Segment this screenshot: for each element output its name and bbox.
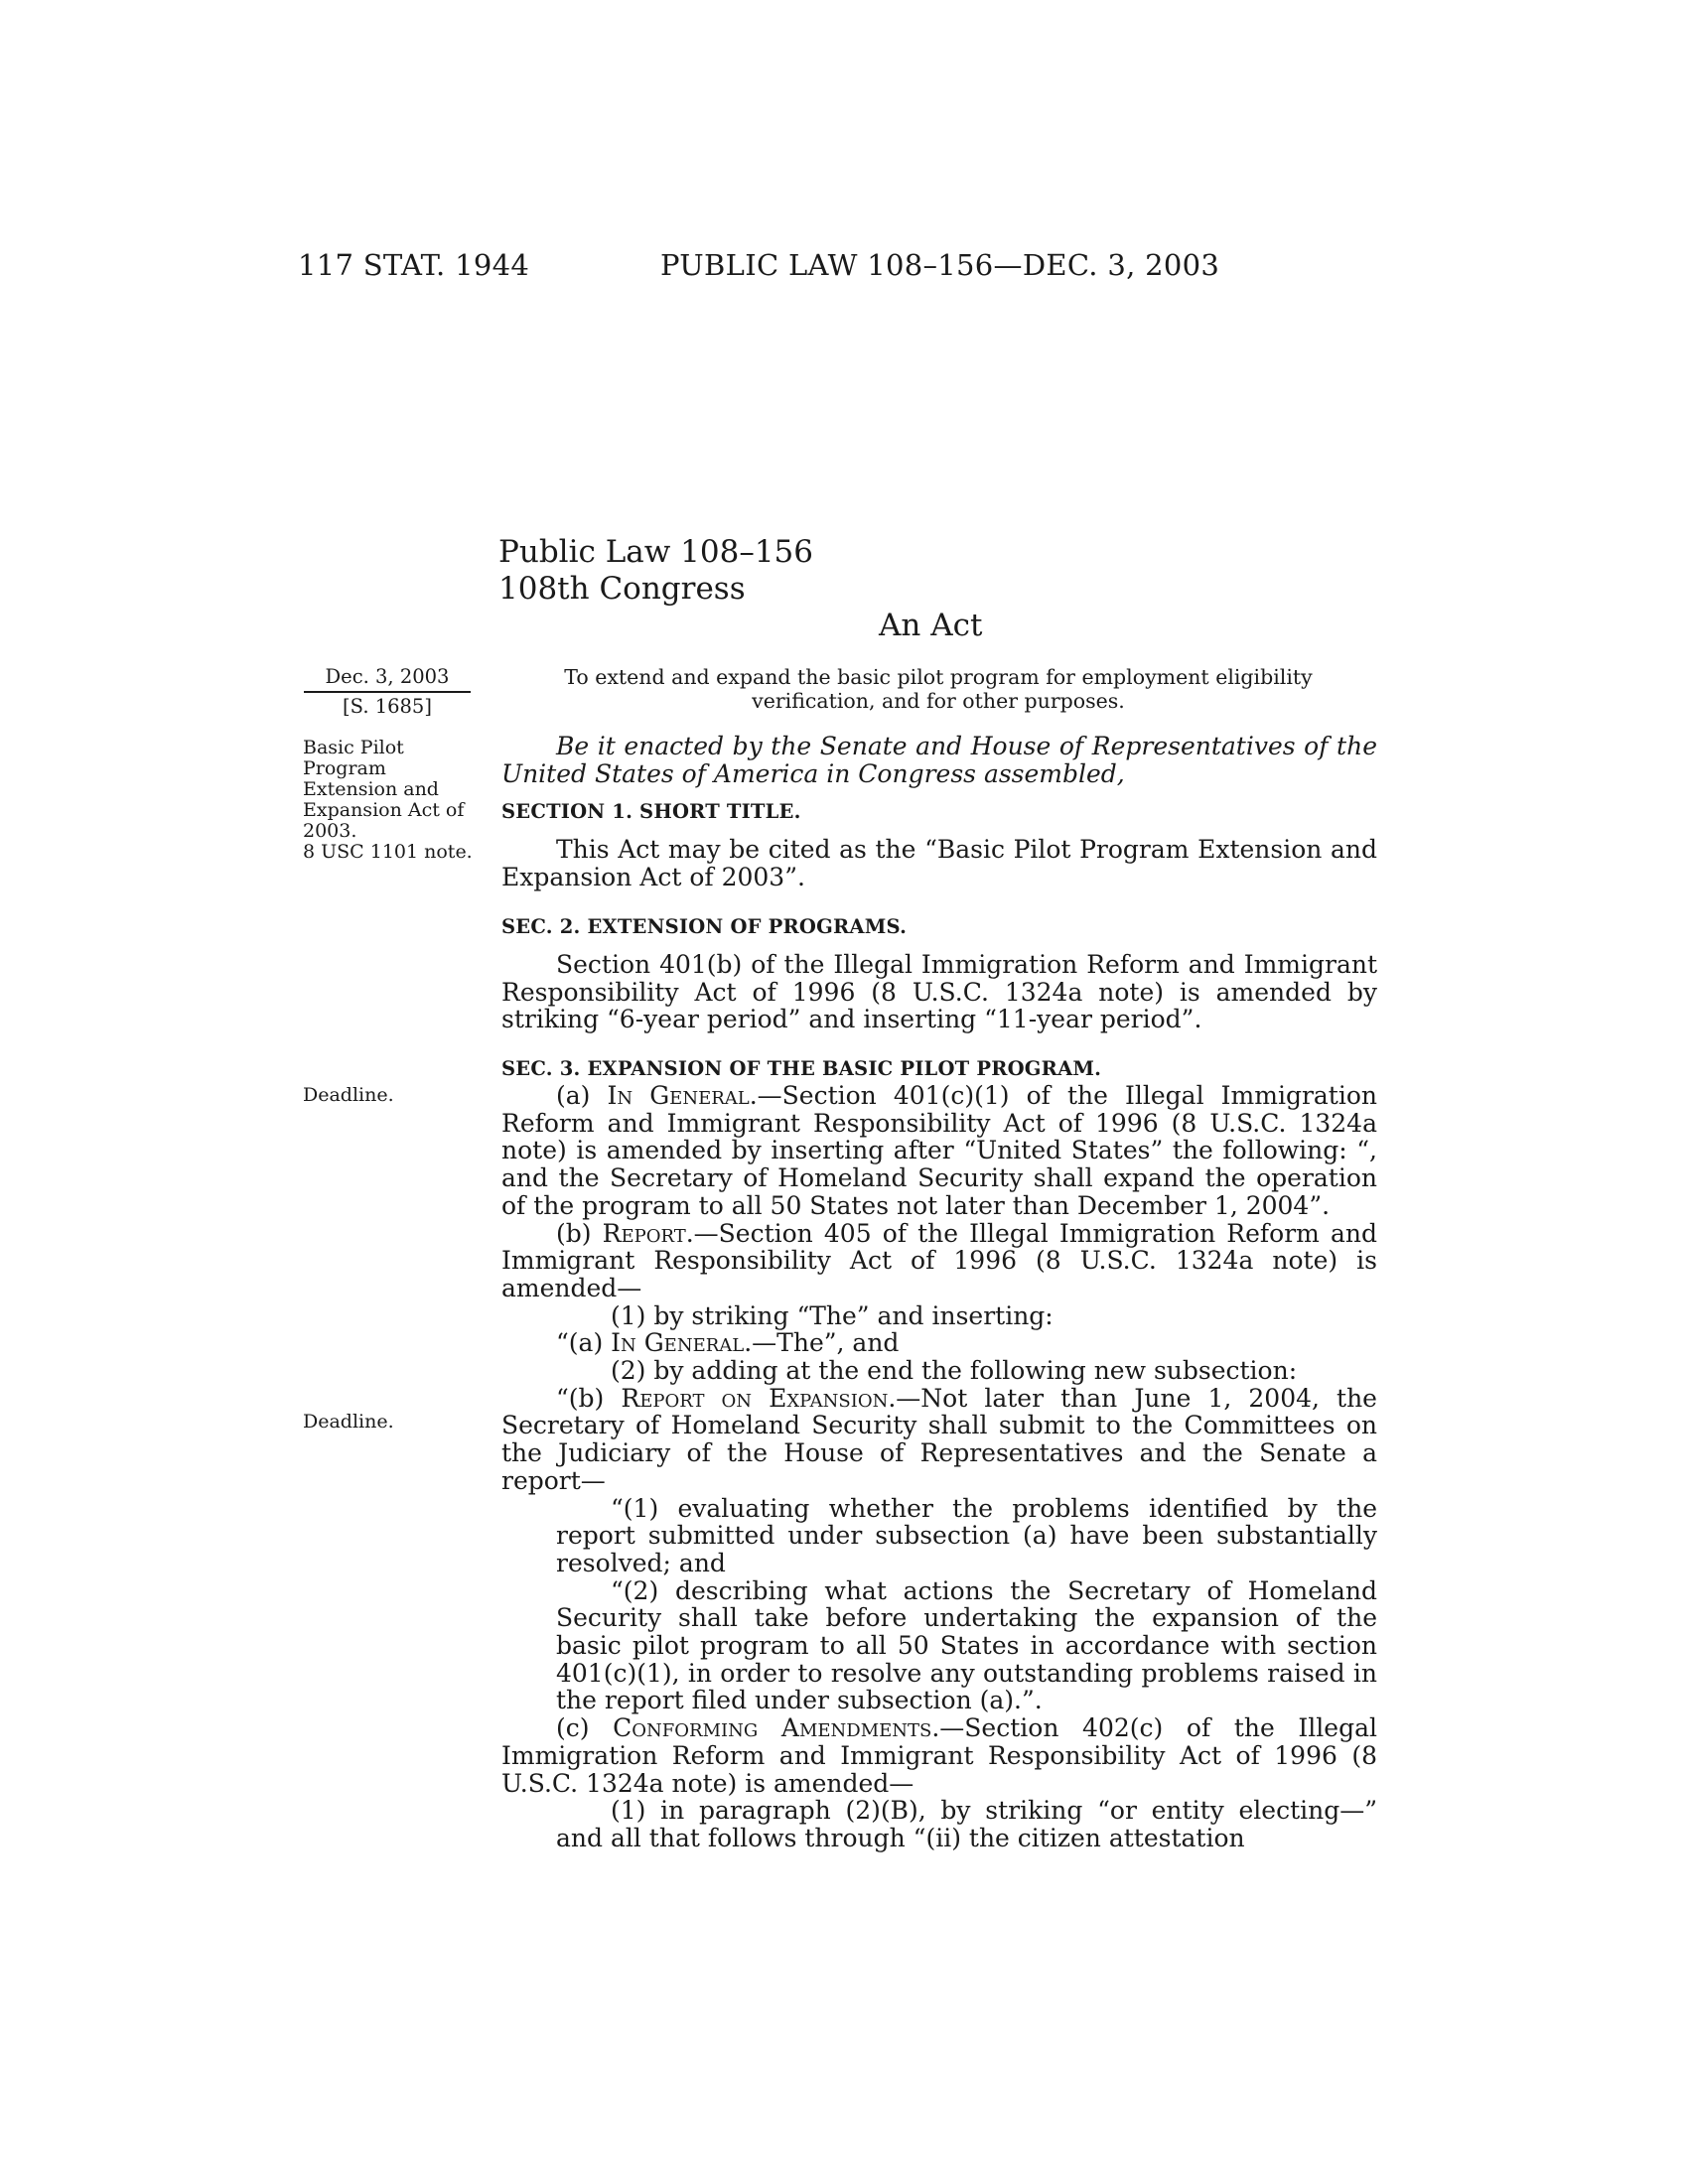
- margin-bill-number: [S. 1685]: [343, 695, 432, 718]
- subsection-caption: In General: [607, 1081, 750, 1110]
- quoted-paragraph-2: “(2) describing what actions the Secretary of Homeland Security shall take before undertaking the expansion of the basic pilot program to all 50 States in accordance with section 401(c)(1), in order to resolve any outstanding problems raised in the report filed under subsection (a).”.: [556, 1575, 1377, 1715]
- section-3-body: [501, 1082, 1377, 1852]
- purpose-clause: To extend and expand the basic pilot program for employment eligibility verification, and for other purposes.: [564, 665, 1313, 713]
- quoted-text: .—Not later than June 1, 2004, the Secretary of Homeland Security shall submit to the Committees on the Judiciary of the House of Representatives and the Senate a report—: [501, 1383, 1377, 1495]
- section-heading: SEC. 2. EXTENSION OF PROGRAMS.: [501, 915, 908, 938]
- paragraph-1: (1) by striking “The” and inserting:: [611, 1300, 1054, 1330]
- subsection-c: [501, 1714, 1377, 1797]
- quoted-number: “(b): [556, 1383, 622, 1413]
- margin-short-title-note: Basic Pilot Program Extension and Expansion Act of 2003.: [303, 737, 465, 842]
- subsection-text: .—Section 401(c)(1) of the Illegal Immigration Reform and Immigrant Responsibility Act of 1996 (8 U.S.C. 1324a note) is amended by inserting after “United States” the following: “, and the Secretary of Homeland Security shall expand the operation of the program to all 50 States not later than December 1, 2004”.: [501, 1081, 1377, 1220]
- paragraph-2: (2) by adding at the end the following new subsection:: [611, 1356, 1298, 1386]
- subsection-a: [501, 1082, 1377, 1220]
- subsection-caption: Report: [602, 1218, 686, 1248]
- subsection-text: .—Section 405 of the Illegal Immigration Reform and Immigrant Responsibility Act of 1996 (8 U.S.C. 1324a note) is amended—: [501, 1218, 1377, 1302]
- quoted-paragraph-1: “(1) evaluating whether the problems identified by the report submitted under subsection (a) have been substantially resolved; and: [556, 1493, 1377, 1577]
- quoted-subsection-b: [501, 1385, 1377, 1495]
- margin-deadline-note: Deadline.: [303, 1411, 394, 1433]
- enacting-clause: Be it enacted by the Senate and House of Representatives of the United States of America in Congress assembled,: [501, 732, 1377, 788]
- act-heading: An Act: [879, 608, 983, 643]
- section-heading: SECTION 1. SHORT TITLE.: [501, 800, 801, 823]
- public-law-number: Public Law 108–156: [498, 534, 814, 570]
- subsection-number: (c): [556, 1713, 614, 1743]
- quoted-caption: Report on Expansion: [621, 1383, 889, 1413]
- subsection-b: [501, 1220, 1377, 1302]
- subsection-caption: Conforming Amendments: [613, 1713, 932, 1743]
- stat-citation: 117 STAT. 1944: [298, 248, 530, 282]
- section-heading: SEC. 3. EXPANSION OF THE BASIC PILOT PROGRAM.: [501, 1057, 1102, 1080]
- section-text: This Act may be cited as the “Basic Pilot Program Extension and Expansion Act of 2003”.: [501, 835, 1377, 891]
- quoted-subsection-a: [501, 1329, 1377, 1357]
- section-text: Section 401(b) of the Illegal Immigration Reform and Immigrant Responsibility Act of 1996 (8 U.S.C. 1324a note) is amended by striking “6-year period” and inserting “11-year period”.: [501, 950, 1377, 1034]
- subsection-number: (b): [556, 1218, 603, 1248]
- quoted-number: “(a): [556, 1328, 612, 1358]
- quoted-text: .—The”, and: [744, 1328, 900, 1358]
- congress-number: 108th Congress: [498, 571, 746, 607]
- margin-date-box: [304, 663, 471, 720]
- margin-deadline-note: Deadline.: [303, 1084, 394, 1106]
- margin-date: Dec. 3, 2003: [304, 663, 471, 693]
- margin-usc-note: 8 USC 1101 note.: [303, 841, 473, 863]
- paragraph-c1: (1) in paragraph (2)(B), by striking “or entity electing—” and all that follows through “(ii) the citizen attestation: [556, 1796, 1377, 1852]
- subsection-number: (a): [556, 1081, 608, 1110]
- quoted-caption: In General: [611, 1328, 745, 1358]
- subsection-text: .—Section 402(c) of the Illegal Immigration Reform and Immigrant Responsibility Act of 1996 (8 U.S.C. 1324a note) is amended—: [501, 1713, 1377, 1798]
- running-head-title: PUBLIC LAW 108–156—DEC. 3, 2003: [660, 248, 1220, 282]
